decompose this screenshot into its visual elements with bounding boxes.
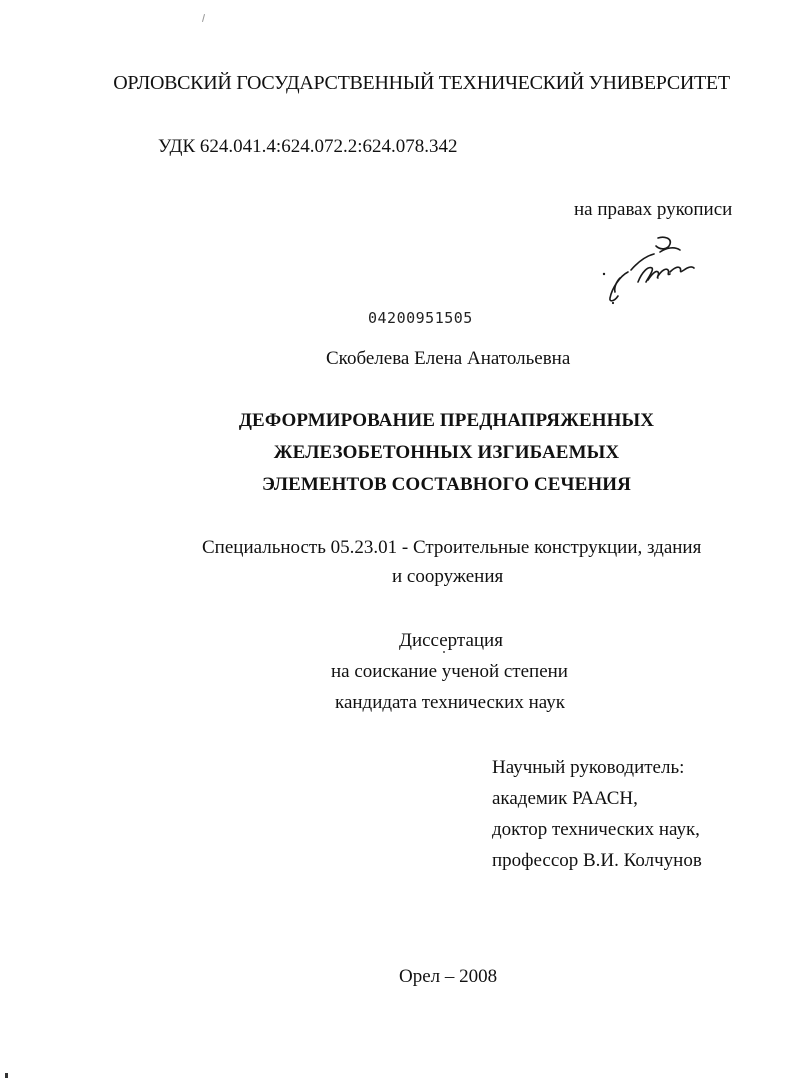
scan-speck bbox=[443, 651, 445, 653]
thesis-title-line-3: ЭЛЕМЕНТОВ СОСТАВНОГО СЕЧЕНИЯ bbox=[262, 474, 631, 495]
thesis-title-line-1: ДЕФОРМИРОВАНИЕ ПРЕДНАПРЯЖЕННЫХ bbox=[238, 410, 655, 431]
dissertation-label: Диссертация bbox=[399, 630, 503, 651]
scan-mark bbox=[202, 14, 205, 22]
university-name: ОРЛОВСКИЙ ГОСУДАРСТВЕННЫЙ ТЕХНИЧЕСКИЙ УНИВЕРСИТЕТ bbox=[113, 72, 730, 94]
handwritten-signature bbox=[598, 232, 698, 306]
city-year: Орел – 2008 bbox=[399, 966, 498, 987]
degree-name: кандидата технических наук bbox=[335, 692, 565, 713]
manuscript-rights-note: на правах рукописи bbox=[574, 199, 733, 220]
udk-code: УДК 624.041.4:624.072.2:624.078.342 bbox=[158, 136, 458, 157]
specialty-line-1: Специальность 05.23.01 - Строительные конструкции, здания bbox=[202, 537, 702, 558]
supervisor-title-academician: академик РААСН, bbox=[492, 788, 638, 809]
supervisor-heading: Научный руководитель: bbox=[492, 757, 685, 778]
archive-barcode-number: 04200951505 bbox=[368, 309, 473, 327]
degree-purpose: на соискание ученой степени bbox=[331, 661, 568, 682]
supervisor-name: профессор В.И. Колчунов bbox=[492, 850, 702, 871]
specialty-line-2: и сооружения bbox=[392, 566, 504, 587]
scan-mark bbox=[5, 1073, 8, 1078]
supervisor-degree: доктор технических наук, bbox=[492, 819, 700, 840]
thesis-title-line-2: ЖЕЛЕЗОБЕТОННЫХ ИЗГИБАЕМЫХ bbox=[273, 442, 620, 463]
author-name: Скобелева Елена Анатольевна bbox=[326, 348, 571, 369]
